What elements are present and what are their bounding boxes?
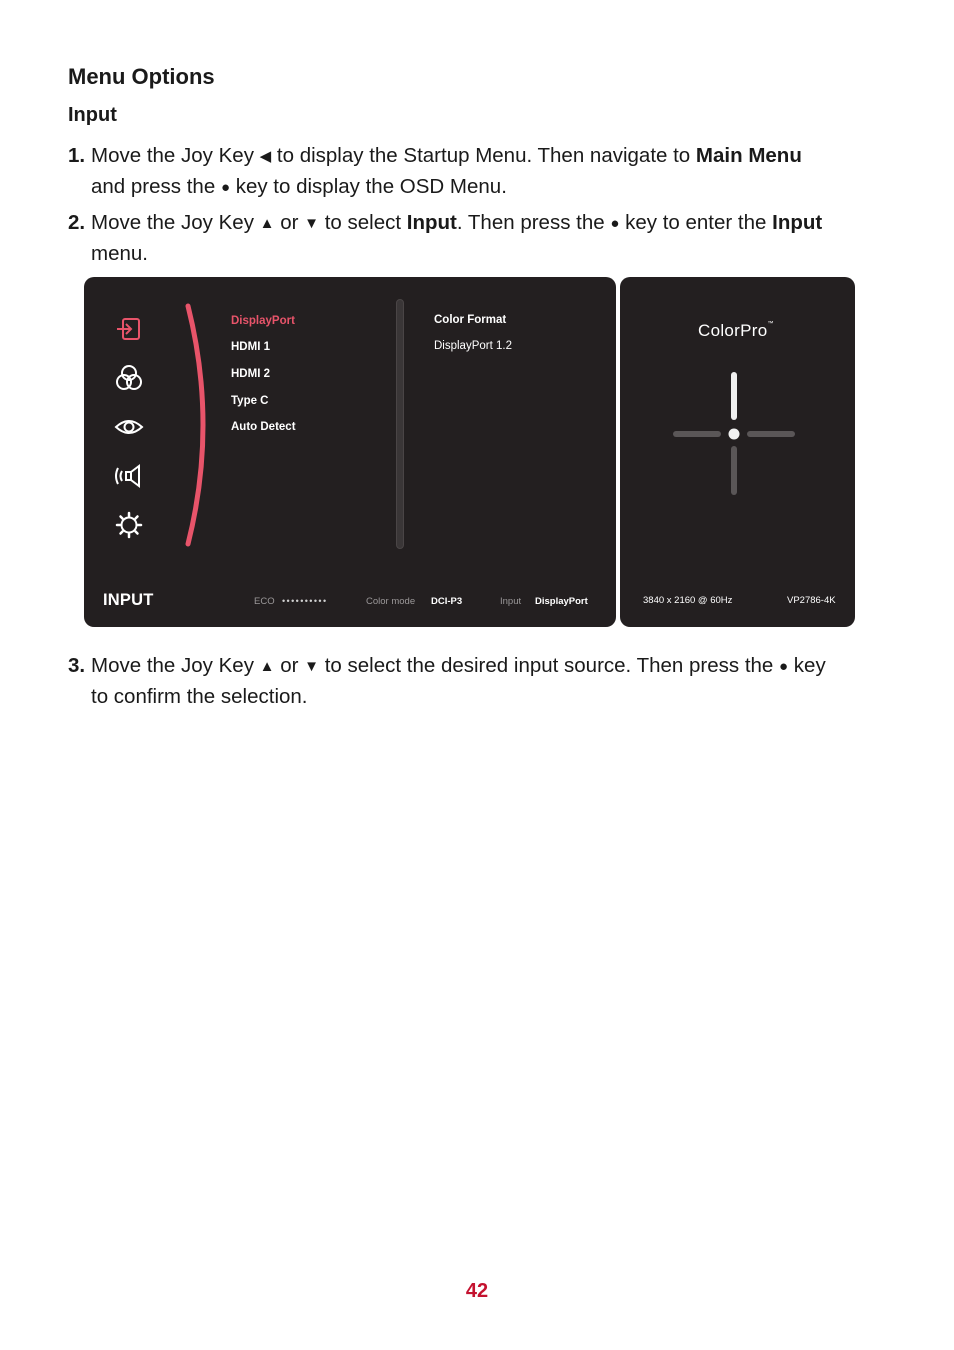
step-text: or: [280, 211, 299, 234]
step-1: [68, 142, 898, 203]
press-dot-icon: ●: [220, 178, 230, 196]
step-text: or: [280, 654, 299, 677]
down-arrow-icon: ▼: [304, 215, 320, 232]
section-heading: Menu Options: [68, 64, 215, 89]
step-number: 2.: [68, 211, 86, 234]
eye-icon[interactable]: [114, 412, 144, 442]
up-arrow-icon: ▲: [259, 658, 275, 675]
joystick-icon: [672, 372, 796, 496]
status-input-label: Input: [500, 596, 522, 607]
section-subheading: Input: [68, 104, 117, 126]
step-text: to select: [324, 211, 402, 234]
speaker-icon[interactable]: [114, 461, 144, 491]
left-arrow-icon: ◀: [259, 148, 272, 165]
resolution-label: 3840 x 2160 @ 60Hz: [643, 595, 733, 606]
step-text: key to display the OSD Menu.: [235, 174, 507, 198]
status-eco-label: ECO: [254, 596, 275, 607]
status-color-mode-value: DCI-P3: [431, 596, 463, 607]
input-icon[interactable]: [114, 314, 144, 344]
step-text: to select the desired input source. Then press the: [324, 654, 774, 677]
gear-icon[interactable]: [114, 510, 144, 540]
step-bold-text: Main Menu: [695, 144, 802, 167]
colorpro-logo: ColorPro™: [698, 321, 774, 340]
osd-title: INPUT: [103, 591, 154, 609]
menu-item-type-c[interactable]: Type C: [231, 395, 269, 407]
status-input-value: DisplayPort: [535, 596, 588, 607]
step-text: . Then press the: [456, 211, 605, 234]
step-number: 3.: [68, 654, 86, 677]
menu-item-displayport[interactable]: DisplayPort: [231, 315, 295, 327]
menu-item-auto-detect[interactable]: Auto Detect: [231, 421, 296, 433]
status-color-mode-label: Color mode: [366, 596, 416, 607]
step-text: Move the Joy Key: [91, 144, 254, 167]
menu-item-hdmi-2[interactable]: HDMI 2: [231, 368, 270, 380]
step-3: [68, 652, 898, 711]
step-bold-text: Input: [406, 211, 457, 234]
step-text: Move the Joy Key: [91, 654, 254, 677]
color-circles-icon[interactable]: [114, 363, 144, 393]
submenu-value[interactable]: DisplayPort 1.2: [434, 340, 512, 352]
up-arrow-icon: ▲: [259, 215, 275, 232]
step-2: [68, 209, 898, 268]
step-text: and press the: [91, 174, 216, 198]
status-eco-dots: ••••••••••: [282, 596, 328, 606]
menu-item-hdmi-1[interactable]: HDMI 1: [231, 341, 270, 353]
press-dot-icon: ●: [779, 658, 789, 675]
down-arrow-icon: ▼: [304, 658, 320, 675]
osd-menu-panel: [84, 277, 616, 627]
step-text: key to enter the: [625, 211, 767, 234]
submenu-title[interactable]: Color Format: [434, 314, 507, 326]
preview-panel: [620, 277, 855, 627]
step-number: 1.: [68, 144, 86, 167]
model-label: VP2786-4K: [787, 595, 836, 606]
selection-arc: [180, 301, 210, 549]
press-dot-icon: ●: [610, 215, 620, 232]
step-text: to display the Startup Menu. Then navigate to: [276, 144, 691, 167]
page-number: 42: [465, 1280, 489, 1302]
step-text: menu.: [91, 241, 148, 265]
step-text: to confirm the selection.: [91, 684, 308, 708]
step-text: Move the Joy Key: [91, 211, 254, 234]
menu-scrollbar[interactable]: [396, 299, 404, 549]
step-bold-text: Input: [772, 211, 823, 234]
step-text: key: [793, 654, 826, 677]
